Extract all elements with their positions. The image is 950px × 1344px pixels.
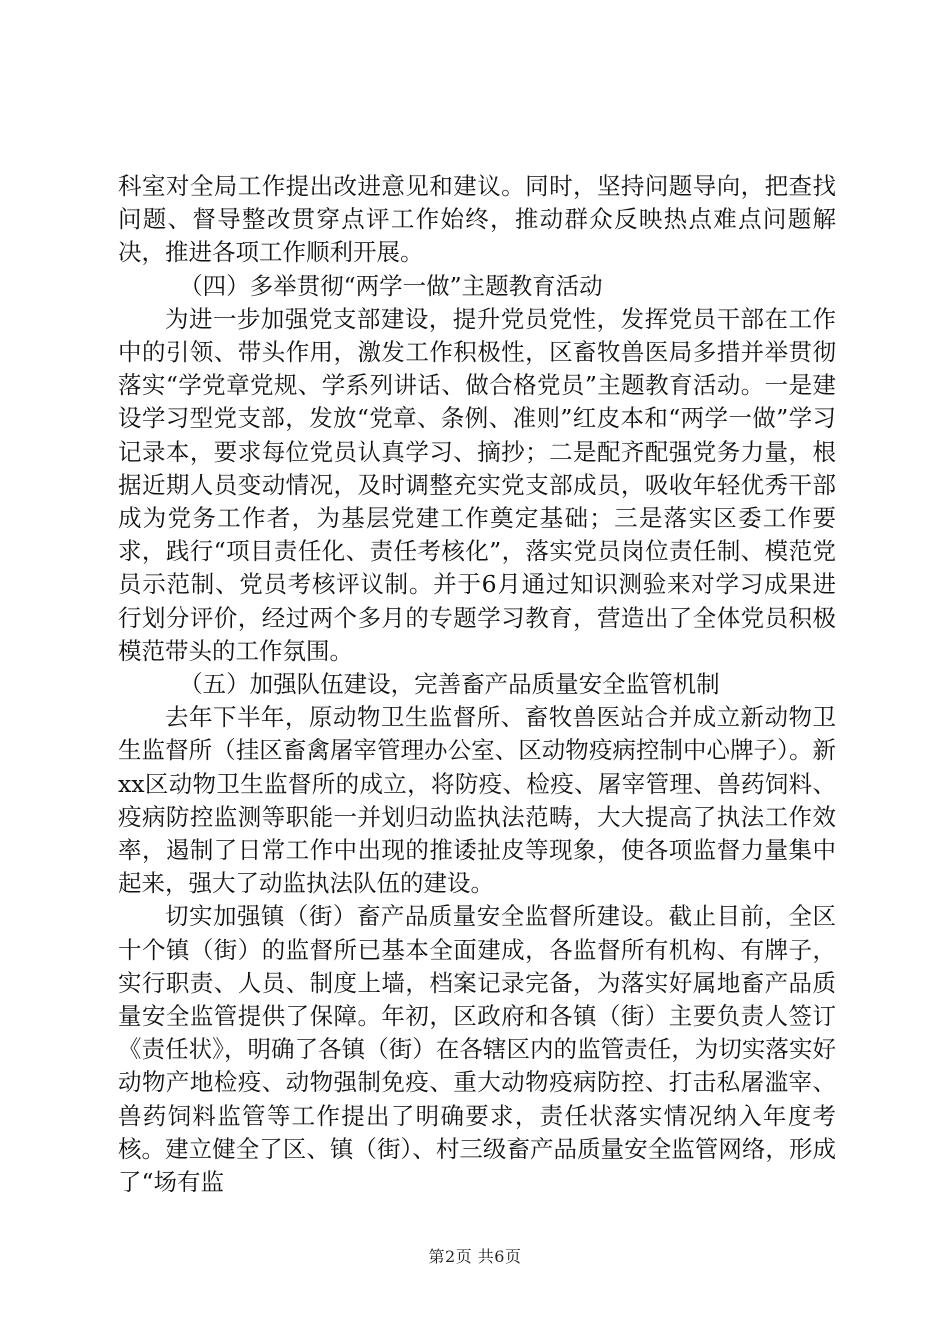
paragraph-continuation: 科室对全局工作提出改进意见和建议。同时，坚持问题导向，把查找问题、督导整改贯穿点评工作始终，推动群众反映热点难点问题解决，推进各项工作顺利开展。	[118, 172, 836, 267]
paragraph-team-building: 去年下半年，原动物卫生监督所、畜牧兽医站合并成立新动物卫生监督所（挂区畜禽屠宰管理办公室、区动物疫病控制中心牌子）。新xx区动物卫生监督所的成立，将防疫、检疫、屠宰管理、兽药饲料、疫病防控监测等职能一并划归动监执法范畴，大大提高了执法工作效率，遏制了日常工作中出现的推诿扯皮等现象，使各项监督力量集中起来，强大了动监执法队伍的建设。	[118, 703, 836, 898]
page-footer: 第2页 共6页	[428, 1247, 522, 1266]
section-heading-four: （四）多举贯彻“两学一做”主题教育活动	[179, 271, 603, 300]
paragraph-two-study-one-do: 为进一步加强党支部建设，提升党员党性，发挥党员干部在工作中的引领、带头作用，激发工作积极性，区畜牧兽医局多措并举贯彻落实“学党章党规、学系列讲话、做合格党员”主题教育活动。一是建设学习型党支部，发放“党章、条例、准则”红皮本和“两学一做”学习记录本，要求每位党员认真学习、摘抄；二是配齐配强党务力量，根据近期人员变动情况，及时调整充实党支部成员，吸收年轻优秀干部成为党务工作者，为基层党建工作奠定基础；三是落实区委工作要求，践行“项目责任化、责任考核化”，落实党员岗位责任制、模范党员示范制、党员考核评议制。并于6月通过知识测验来对学习成果进行划分评价，经过两个多月的专题学习教育，营造出了全体党员积极模范带头的工作氛围。	[118, 304, 836, 665]
paragraph-supervision-stations: 切实加强镇（街）畜产品质量安全监督所建设。截止目前，全区十个镇（街）的监督所已基本全面建成，各监督所有机构、有牌子，实行职责、人员、制度上墙，档案记录完备，为落实好属地畜产品质量安全监管提供了保障。年初，区政府和各镇（街）主要负责人签订《责任状》，明确了各镇（街）在各辖区内的监管责任，为切实落实好动物产地检疫、动物强制免疫、重大动物疫病防控、打击私屠滥宰、兽药饲料监管等工作提出了明确要求，责任状落实情况纳入年度考核。建立健全了区、镇（街）、村三级畜产品质量安全监管网络，形成了“场有监	[118, 902, 836, 1197]
document-body	[118, 170, 836, 1199]
section-heading-five: （五）加强队伍建设，完善畜产品质量安全监管机制	[179, 670, 720, 699]
